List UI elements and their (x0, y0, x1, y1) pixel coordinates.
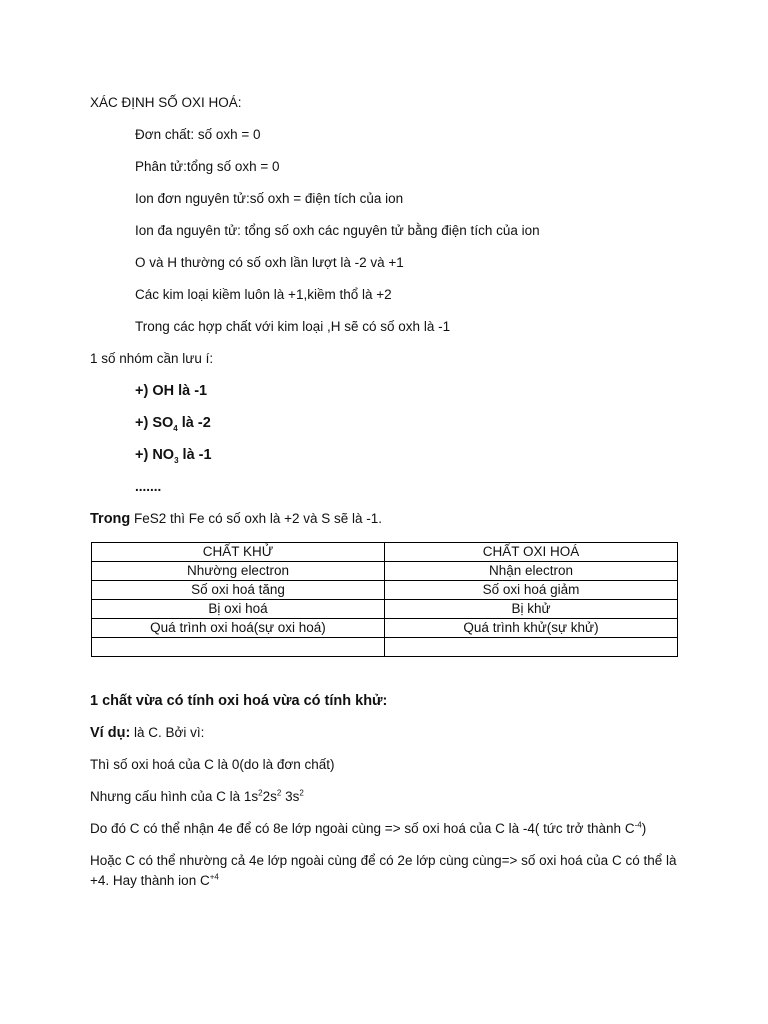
page-heading: XÁC ĐỊNH SỐ OXI HOÁ: (90, 95, 242, 110)
table-cell: Nhường electron (92, 562, 385, 581)
table-cell: Nhận electron (385, 562, 678, 581)
table-header-cell: CHẤT KHỬ (92, 543, 385, 562)
rule-item: Phân tử:tổng số oxh = 0 (135, 159, 280, 174)
example-line: Ví dụ: là C. Bởi vì: (90, 725, 205, 741)
table-cell: Bị khử (385, 600, 678, 619)
table-cell: Quá trình oxi hoá(sự oxi hoá) (92, 619, 385, 638)
carbon-line: Thì số oxi hoá của C là 0(do là đơn chất) (90, 757, 335, 772)
rule-item: Các kim loại kiềm luôn là +1,kiềm thổ là +2 (135, 287, 392, 302)
group-ellipsis: ....... (135, 479, 162, 494)
rule-item: O và H thường có số oxh lần lượt là -2 và +1 (135, 255, 404, 270)
table-row (92, 600, 678, 619)
table-cell (92, 638, 385, 657)
table-cell: Số oxi hoá giảm (385, 581, 678, 600)
table-row (92, 619, 678, 638)
section-heading: 1 chất vừa có tính oxi hoá vừa có tính khử: (90, 693, 388, 709)
fes2-note: Trong FeS2 thì Fe có số oxh là +2 và S sẽ là -1. (90, 511, 383, 527)
table-cell: Bị oxi hoá (92, 600, 385, 619)
table-row (92, 581, 678, 600)
comparison-table (91, 542, 678, 657)
group-so4: +) $SO_4$ là -2 (135, 415, 211, 433)
table-cell: Quá trình khử(sự khử) (385, 619, 678, 638)
table-header-row (92, 543, 678, 562)
group-no3: +) $NO_3$ là -1 (135, 447, 212, 465)
rule-item: Đơn chất: số oxh = 0 (135, 127, 261, 142)
oxidation-line: Hoặc C có thể nhường cả 4e lớp ngoài cùng để có 2e lớp cùng cùng=> số oxi hoá của C có thể là +4. Hay thành ion $C^{+4}$ (90, 853, 677, 888)
table-cell: Số oxi hoá tăng (92, 581, 385, 600)
group-oh: +) OH là -1 (135, 383, 208, 399)
rule-item: Ion đa nguyên tử: tổng số oxh các nguyên tử bằng điện tích của ion (135, 223, 540, 238)
electron-config-line: Nhưng cấu hình của C là $1s^22s^2$ $3s^2$ (90, 788, 304, 804)
rule-item: Ion đơn nguyên tử:số oxh = điện tích của ion (135, 191, 404, 206)
table-row (92, 638, 678, 657)
groups-intro: 1 số nhóm cần lưu í: (90, 351, 214, 366)
table-row (92, 562, 678, 581)
rule-item: Trong các hợp chất với kim loại ,H sẽ có số oxh là -1 (135, 319, 451, 334)
table-header-cell: CHẤT OXI HOÁ (385, 543, 678, 562)
table-cell (385, 638, 678, 657)
reduction-line: Do đó C có thể nhận 4e để có 8e lớp ngoài cùng => số oxi hoá của C là -4( tức trở thành $C^{-4}$) (90, 820, 647, 836)
